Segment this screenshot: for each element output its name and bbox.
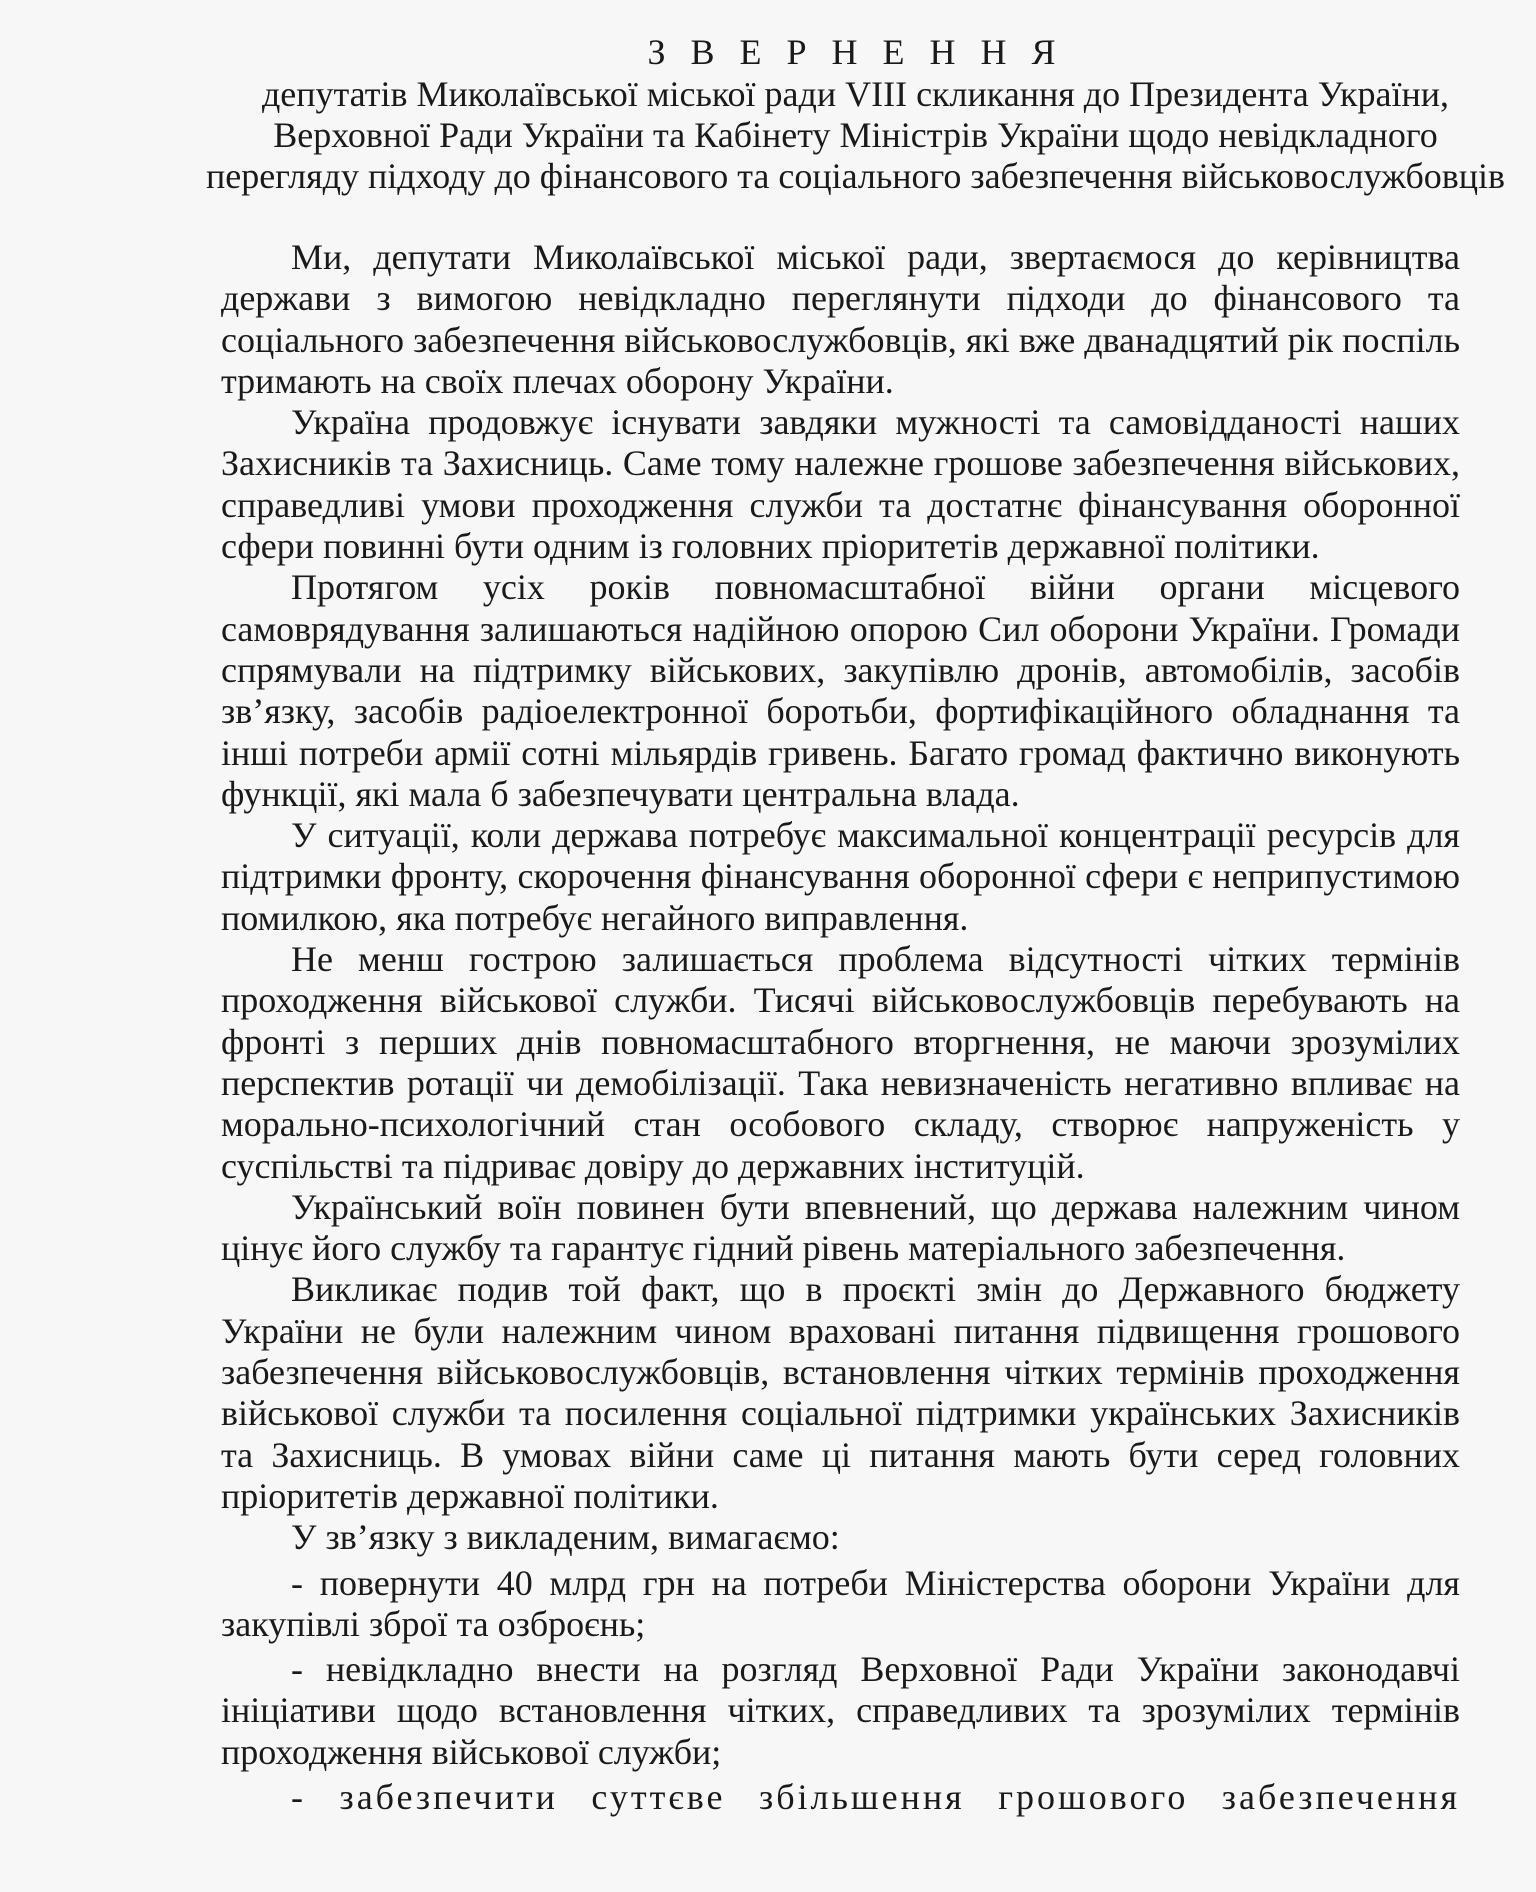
document-heading [191,30,1520,197]
document-subtitle: депутатів Миколаївської міської ради VIII скликання до Президента України, Верховної Ради України та Кабінету Міністрів України щодо невідкладного перегляду підходу до фінансового та соціального забезпечення військовослужбовців [205,74,1506,196]
paragraph: Не менш гострою залишається проблема відсутності чітких термінів проходження військової служби. Тисячі військовослужбовців перебувають на фронті з перших днів повномасштабного вторгнення, не маючи зрозумілих перспектив ротації чи демобілізації. Така невизначеність негативно впливає на морально-психологічний стан особового складу, створює напруженість у суспільстві та підриває довіру до державних інституцій. [221,939,1460,1186]
document-title: З В Е Р Н Е Н Н Я [647,32,1064,72]
document-body [221,237,1460,1818]
demand-item: - невідкладно внести на розгляд Верховної Ради України законодавчі ініціативи щодо встановлення чітких, справедливих та зрозумілих термінів проходження військової служби; [221,1649,1460,1772]
paragraph: Український воїн повинен бути впевнений, що держава належним чином цінує його службу та гарантує гідний рівень матеріального забезпечення. [221,1186,1460,1269]
paragraph: У ситуації, коли держава потребує максимальної концентрації ресурсів для підтримки фронту, скорочення фінансування оборонної сфери є неприпустимою помилкою, яка потребує негайного виправлення. [221,815,1460,938]
demand-item: - повернути 40 млрд грн на потреби Міністерства оборони України для закупівлі зброї та озброєнь; [221,1562,1460,1644]
paragraph: Україна продовжує існувати завдяки мужності та самовідданості наших Захисників та Захисниць. Саме тому належне грошове забезпечення військових, справедливі умови проходження служби та достатнє фінансування оборонної сфери повинні бути одним із головних пріоритетів державної політики. [221,402,1460,567]
paragraph: Протягом усіх років повномасштабної війни органи місцевого самоврядування залишаються надійною опорою Сил оборони України. Громади спрямували на підтримку військових, закупівлю дронів, автомобілів, засобів зв’язку, засобів радіоелектронної боротьби, фортифікаційного обладнання та інші потреби армії сотні мільярдів гривень. Багато громад фактично виконують функції, які мала б забезпечувати центральна влада. [221,567,1460,814]
paragraph: У зв’язку з викладеним, вимагаємо: [291,1517,840,1558]
paragraph: Викликає подив той факт, що в проєкті змін до Державного бюджету України не були належним чином враховані питання підвищення грошового забезпечення військовослужбовців, встановлення чітких термінів проходження військової служби та посилення соціальної підтримки українських Захисників та Захисниць. В умовах війни саме ці питання мають бути серед головних пріоритетів державної політики. [221,1269,1460,1516]
paragraph: Ми, депутати Миколаївської міської ради, звертаємося до керівництва держави з вимогою невідкладно переглянути підходи до фінансового та соціального забезпечення військовослужбовців, які вже дванадцятий рік поспіль тримають на своїх плечах оборону України. [221,237,1460,401]
demand-item: - забезпечити суттєве збільшення грошового забезпечення [291,1776,1460,1817]
